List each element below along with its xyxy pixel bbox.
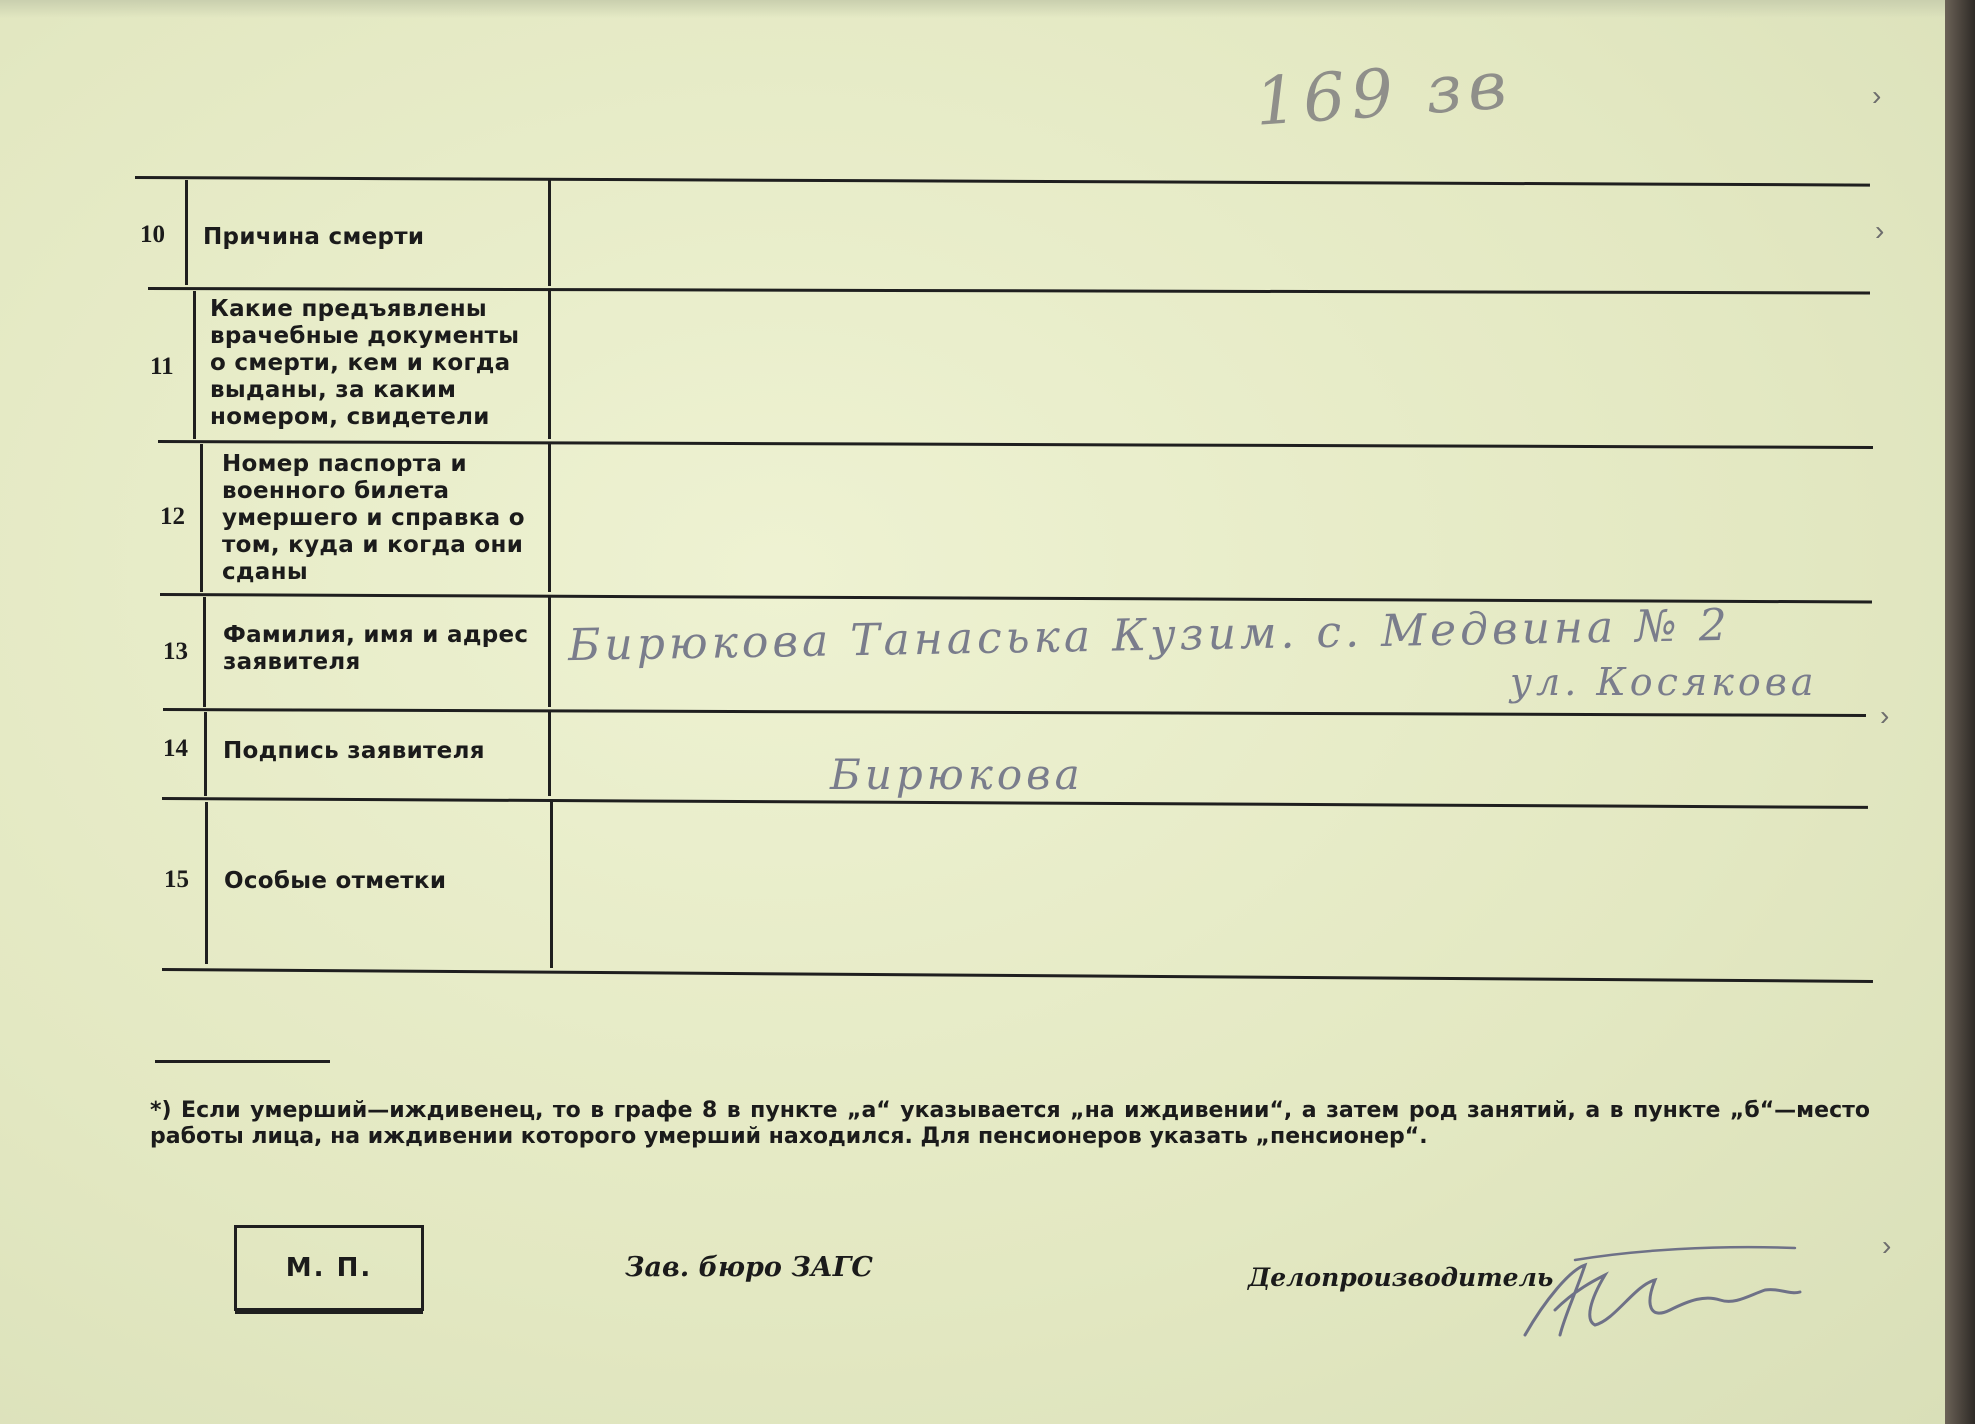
column-rule <box>548 291 551 439</box>
row-number: 11 <box>150 353 174 380</box>
seal-placeholder-label: М. П. <box>285 1253 373 1283</box>
margin-mark: › <box>1880 700 1890 731</box>
row-label: Фамилия, имя и адрес заявителя <box>223 622 529 675</box>
margin-mark: › <box>1872 80 1882 111</box>
applicant-signature-handwritten: Бирюкова <box>830 750 1084 799</box>
table-rule <box>148 287 1870 295</box>
row-label: Подпись заявителя <box>223 738 485 764</box>
table-rule <box>163 708 1866 717</box>
row-number: 14 <box>163 735 188 762</box>
table-rule <box>158 440 1873 449</box>
applicant-address-handwritten: ул. Косякова <box>1510 660 1818 704</box>
column-rule <box>550 802 553 968</box>
clerk-label: Делопроизводитель <box>1248 1263 1554 1292</box>
page-edge <box>1945 0 1975 1424</box>
column-rule <box>548 712 551 796</box>
column-rule <box>200 444 203 592</box>
column-rule <box>203 597 206 707</box>
table-rule <box>135 176 1870 187</box>
row-label: Причина смерти <box>203 224 425 250</box>
column-rule <box>548 180 551 286</box>
column-rule <box>548 444 551 592</box>
footnote-rule <box>155 1060 330 1063</box>
seal-placeholder-box <box>234 1225 424 1311</box>
row-label: Номер паспорта и военного билета умершего и справка о том, куда и когда они сданы <box>222 451 525 585</box>
column-rule <box>185 180 188 285</box>
table-rule <box>162 968 1873 983</box>
paper-shadow <box>0 0 1945 18</box>
row-number: 12 <box>160 503 185 530</box>
column-rule <box>205 802 208 964</box>
margin-mark: › <box>1882 1230 1892 1261</box>
margin-mark: › <box>1875 215 1885 246</box>
row-label: Какие предъявлены врачебные документы о смерти, кем и когда выданы, за каким номером, свидетели <box>210 296 520 430</box>
row-label: Особые отметки <box>224 868 447 894</box>
archive-number: 169 зв <box>1252 46 1515 141</box>
column-rule <box>204 712 207 796</box>
applicant-name-handwritten: Бирюкова Танаська Кузим. с. Медвина № 2 <box>567 599 1732 672</box>
row-number: 10 <box>140 221 165 248</box>
row-number: 15 <box>164 866 189 893</box>
footnote: *) Если умерший—иждивенец, то в графе 8 в пункте „а“ указывается „на иждивении“, а затем род занятий, а в пункте „б“—место работы лица, на иждивении которого умерший находился. Для пенсионеров указать „пенсионер“. <box>150 1098 1870 1149</box>
column-rule <box>548 597 551 707</box>
column-rule <box>193 291 196 439</box>
registry-head-label: Зав. бюро ЗАГС <box>625 1252 873 1283</box>
clerk-signature <box>1515 1240 1815 1350</box>
row-number: 13 <box>163 638 188 665</box>
